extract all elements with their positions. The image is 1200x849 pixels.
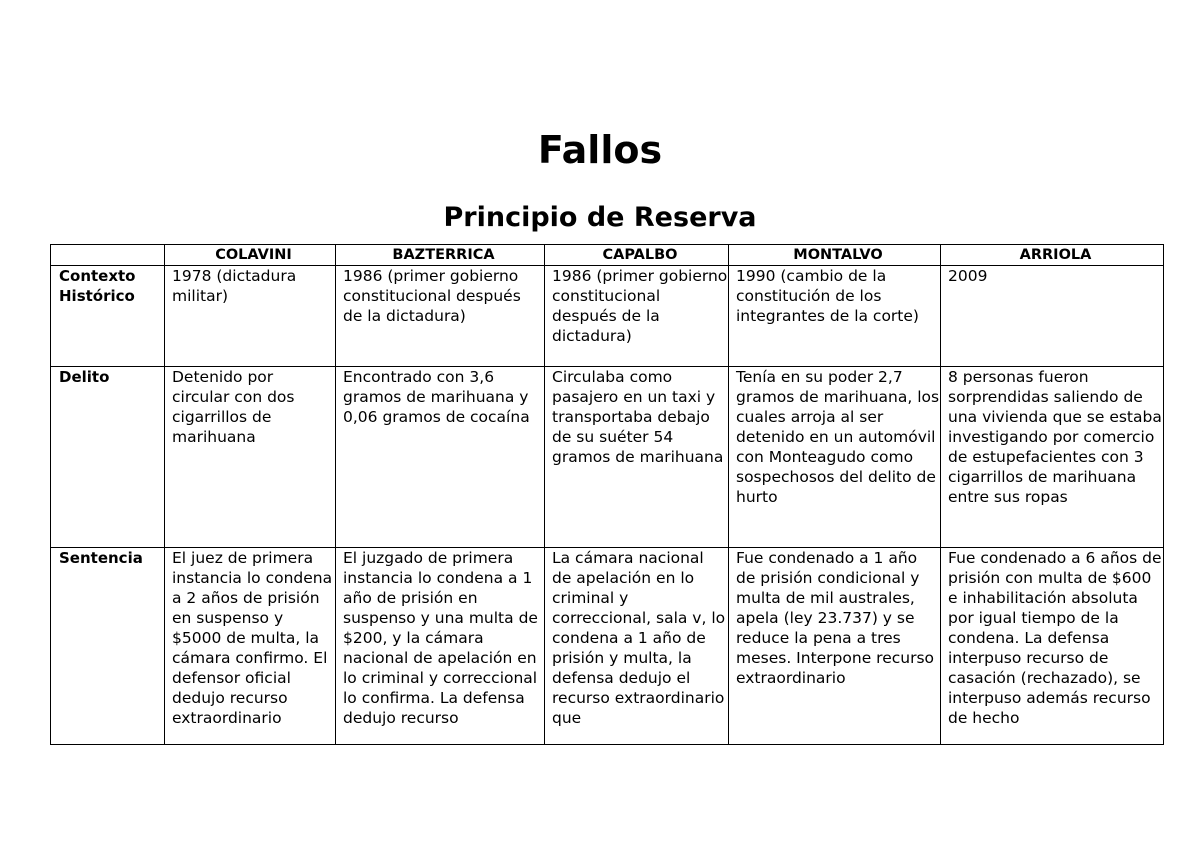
table-cell: Tenía en su poder 2,7 gramos de marihuana, los cuales arroja al ser detenido en un automóvil con Monteagudo como sospechosos del delito de hurto	[729, 367, 941, 548]
table-row-delito	[51, 367, 1164, 548]
column-header-colavini: COLAVINI	[165, 245, 336, 266]
table-cell: Encontrado con 3,6 gramos de marihuana y 0,06 gramos de cocaína	[336, 367, 545, 548]
column-header-capalbo: CAPALBO	[545, 245, 729, 266]
table-cell: 1990 (cambio de la constitución de los integrantes de la corte)	[729, 266, 941, 367]
table-cell	[941, 548, 1164, 745]
column-header-empty	[51, 245, 165, 266]
table-cell	[336, 548, 545, 745]
cell-text: Fue condenado a 6 años de prisión con multa de $600 e inhabilitación absoluta por igual tiempo de la condena. La defensa interpuso recurso de casación (rechazado), se interpuso además recurso de hecho	[948, 549, 1162, 727]
document-title: Fallos	[537, 128, 663, 172]
column-header-montalvo: MONTALVO	[729, 245, 941, 266]
table-row-contexto-historico	[51, 266, 1164, 367]
table-cell: 1986 (primer gobierno constitucional después de la dictadura)	[336, 266, 545, 367]
fallos-table	[50, 244, 1164, 745]
table-cell: Detenido por circular con dos cigarrillos de marihuana	[165, 367, 336, 548]
column-header-arriola: ARRIOLA	[941, 245, 1164, 266]
table-row-sentencia	[51, 548, 1164, 745]
table-cell: 1978 (dictadura militar)	[165, 266, 336, 367]
table-cell: 8 personas fueron sorprendidas saliendo de una vivienda que se estaba investigando por comercio de estupefacientes con 3 cigarrillos de marihuana entre sus ropas	[941, 367, 1164, 548]
row-header-delito: Delito	[51, 367, 165, 548]
table-cell: Circulaba como pasajero en un taxi y transportaba debajo de su suéter 54 gramos de marihuana	[545, 367, 729, 548]
table-cell	[545, 548, 729, 745]
cell-text: La cámara nacional de apelación en lo criminal y correccional, sala v, lo condena a 1 año de prisión y multa, la defensa dedujo el recurso extraordinario que	[552, 549, 726, 727]
table-header-row	[51, 245, 1164, 266]
table-cell: 1986 (primer gobierno constitucional después de la dictadura)	[545, 266, 729, 367]
table-cell	[729, 548, 941, 745]
cell-text: Fue condenado a 1 año de prisión condicional y multa de mil australes, apela (ley 23.737) y se reduce la pena a tres meses. Interpone recurso extraordinario	[736, 549, 935, 687]
row-header-sentencia: Sentencia	[51, 548, 165, 745]
table-cell	[165, 548, 336, 745]
table-cell: 2009	[941, 266, 1164, 367]
row-header-contexto-historico: Contexto Histórico	[51, 266, 165, 367]
column-header-bazterrica: BAZTERRICA	[336, 245, 545, 266]
cell-text: El juzgado de primera instancia lo condena a 1 año de prisión en suspenso y una multa de $200, y la cámara nacional de apelación en lo criminal y correccional lo confirma. La defensa dedujo recurso	[343, 549, 538, 727]
cell-text: El juez de primera instancia lo condena a 2 años de prisión en suspenso y $5000 de multa, la cámara confirmo. El defensor oficial dedujo recurso extraordinario	[172, 549, 333, 727]
document-subtitle: Principio de Reserva	[443, 202, 757, 233]
